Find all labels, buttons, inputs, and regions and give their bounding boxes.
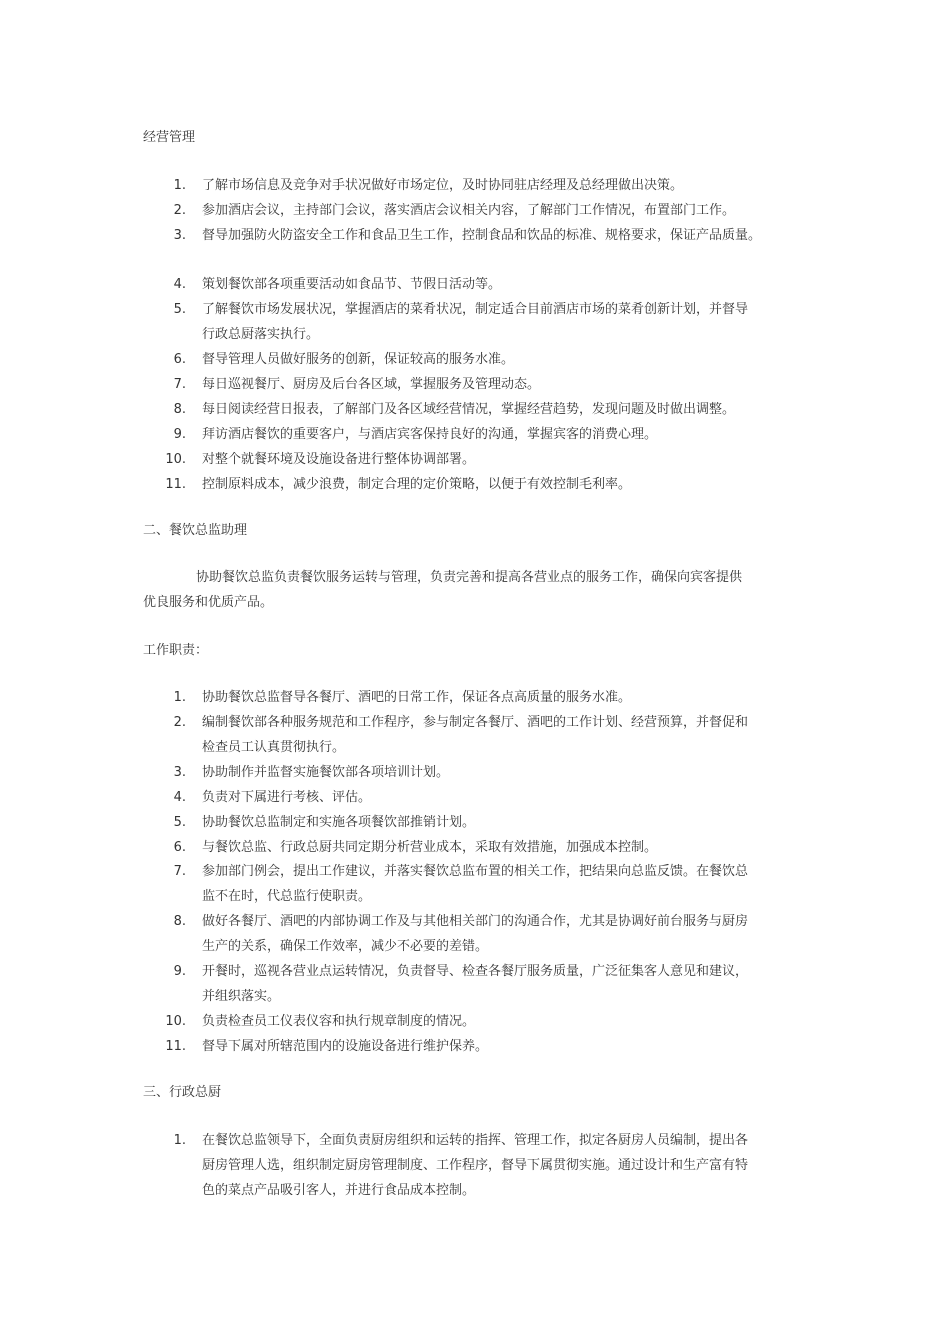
section-title-operations: 经营管理 (143, 130, 196, 145)
duties-title: 工作职责： (143, 643, 209, 658)
section-title-executive-chef: 三、行政总厨 (143, 1085, 222, 1100)
item-text: 对整个就餐环境及设施设备进行整体协调部署。 (202, 452, 476, 467)
item-number: 2. (173, 203, 186, 218)
item-text: 协助餐饮总监督导各餐厅、酒吧的日常工作，保证各点高质量的服务水准。 (202, 690, 632, 705)
item-number: 11. (165, 1039, 186, 1054)
item-number: 9. (173, 964, 186, 979)
item-number: 7. (173, 864, 186, 879)
item-text: 协助餐饮总监制定和实施各项餐饮部推销计划。 (202, 815, 476, 830)
section-title-assistant-director: 二、餐饮总监助理 (143, 523, 248, 538)
item-number: 9. (173, 427, 186, 442)
item-text: 协助制作并监督实施餐饮部各项培训计划。 (202, 765, 450, 780)
item-number: 3. (173, 228, 186, 243)
item-text: 拜访酒店餐饮的重要客户，与酒店宾客保持良好的沟通，掌握宾客的消费心理。 (202, 427, 658, 442)
item-text: 督导加强防火防盗安全工作和食品卫生工作，控制食品和饮品的标准、规格要求，保证产品质量。 (202, 228, 762, 243)
item-text: 做好各餐厅、酒吧的内部协调工作及与其他相关部门的沟通合作，尤其是协调好前台服务与厨房 生产的关系，确保工作效率，减少不必要的差错。 (202, 914, 749, 954)
item-number: 1. (173, 178, 186, 193)
item-number: 4. (173, 277, 186, 292)
item-text: 督导下属对所辖范围内的设施设备进行维护保养。 (202, 1039, 489, 1054)
assistant-summary-paragraph (143, 565, 823, 615)
item-text: 负责检查员工仪表仪容和执行规章制度的情况。 (202, 1014, 476, 1029)
item-text: 与餐饮总监、行政总厨共同定期分析营业成本，采取有效措施，加强成本控制。 (202, 840, 658, 855)
item-number: 2. (173, 715, 186, 730)
item-number: 5. (173, 302, 186, 317)
item-text: 负责对下属进行考核、评估。 (202, 790, 372, 805)
item-number: 6. (173, 352, 186, 367)
item-text: 参加部门例会，提出工作建议，并落实餐饮总监布置的相关工作，把结果向总监反馈。在餐饮总 监不在时，代总监行使职责。 (202, 864, 749, 904)
paragraph-line: 优良服务和优质产品。 (143, 595, 274, 610)
item-number: 6. (173, 840, 186, 855)
item-number: 11. (165, 477, 186, 492)
item-text: 了解餐饮市场发展状况，掌握酒店的菜肴状况，制定适合目前酒店市场的菜肴创新计划，并督导 行政总厨落实执行。 (202, 302, 749, 342)
item-number: 1. (173, 1133, 186, 1148)
item-number: 10. (165, 1014, 186, 1029)
item-text: 每日巡视餐厅、厨房及后台各区域，掌握服务及管理动态。 (202, 377, 541, 392)
item-text: 编制餐饮部各种服务规范和工作程序，参与制定各餐厅、酒吧的工作计划、经营预算，并督促和 检查员工认真贯彻执行。 (202, 715, 749, 755)
item-text: 每日阅读经营日报表，了解部门及各区域经营情况，掌握经营趋势，发现问题及时做出调整。 (202, 402, 736, 417)
paragraph-line: 协助餐饮总监负责餐饮服务运转与管理，负责完善和提高各营业点的服务工作，确保向宾客提供 (196, 570, 743, 585)
item-text: 参加酒店会议，主持部门会议，落实酒店会议相关内容，了解部门工作情况，布置部门工作。 (202, 203, 736, 218)
item-number: 1. (173, 690, 186, 705)
item-text: 控制原料成本，减少浪费，制定合理的定价策略，以便于有效控制毛利率。 (202, 477, 632, 492)
item-number: 10. (165, 452, 186, 467)
item-text: 督导管理人员做好服务的创新，保证较高的服务水准。 (202, 352, 515, 367)
item-text: 开餐时，巡视各营业点运转情况，负责督导、检查各餐厅服务质量，广泛征集客人意见和建议， 并组织落实。 (202, 964, 749, 1004)
item-number: 4. (173, 790, 186, 805)
item-text: 在餐饮总监领导下，全面负责厨房组织和运转的指挥、管理工作，拟定各厨房人员编制，提出各 厨房管理人选，组织制定厨房管理制度、工作程序，督导下属贯彻实施。通过设计和生产富有特 色的菜点产品吸引客人，并进行食品成本控制。 (202, 1133, 749, 1198)
item-text: 策划餐饮部各项重要活动如食品节、节假日活动等。 (202, 277, 502, 292)
item-number: 5. (173, 815, 186, 830)
item-number: 8. (173, 914, 186, 929)
item-number: 8. (173, 402, 186, 417)
item-number: 3. (173, 765, 186, 780)
item-text: 了解市场信息及竞争对手状况做好市场定位，及时协同驻店经理及总经理做出决策。 (202, 178, 684, 193)
item-number: 7. (173, 377, 186, 392)
